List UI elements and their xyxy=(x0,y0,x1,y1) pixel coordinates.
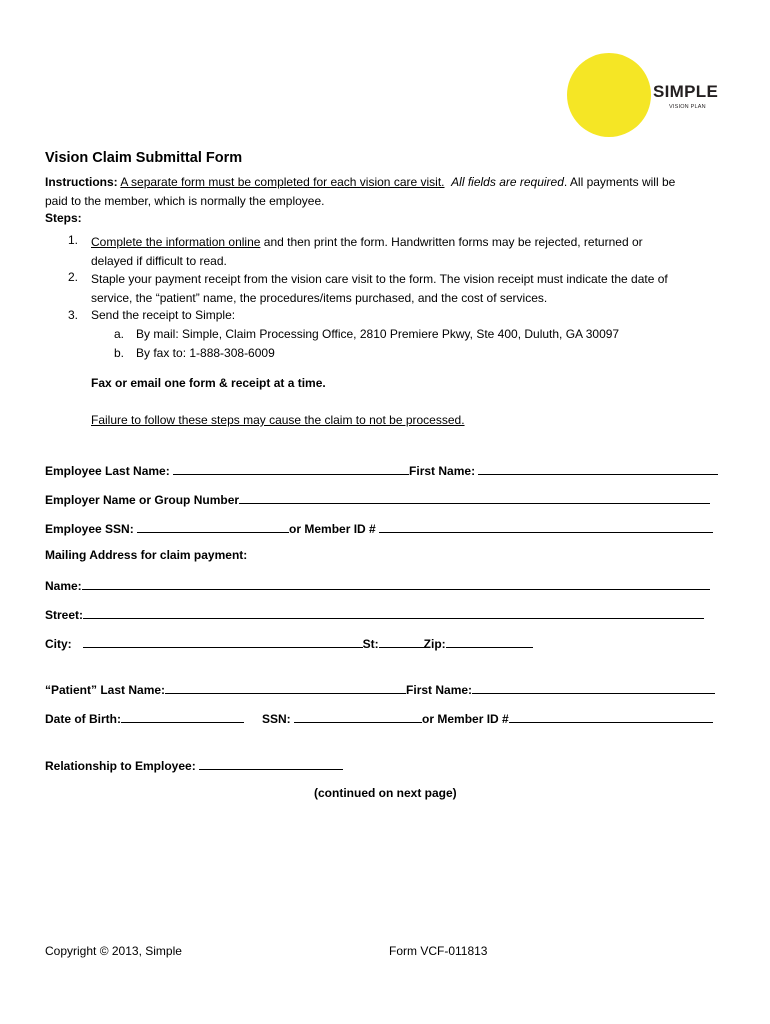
substep-b-letter: b. xyxy=(114,346,125,360)
substep-a-letter: a. xyxy=(114,327,125,341)
instructions xyxy=(45,173,715,210)
step-2 xyxy=(91,270,716,307)
substep-a-text: By mail: Simple, Claim Processing Office, 2810 Premiere Pkwy, Ste 400, Duluth, GA 30097 xyxy=(136,327,620,341)
footer-copyright: Copyright © 2013, Simple xyxy=(45,944,182,958)
first-name-label: First Name: xyxy=(409,464,479,478)
substep-b-text: By fax to: 1-888-308-6009 xyxy=(136,346,275,360)
step-3-number: 3. xyxy=(68,308,79,322)
member-id-2-field[interactable] xyxy=(509,710,713,723)
step-3-line1: Send the receipt to Simple: xyxy=(91,308,236,322)
employer-name-label: Employer Name or Group Number xyxy=(45,493,240,507)
employee-ssn-field[interactable] xyxy=(137,520,289,533)
employee-ssn-label: Employee SSN: xyxy=(45,522,138,536)
mailing-address-label: Mailing Address for claim payment: xyxy=(45,548,248,562)
name-row xyxy=(45,577,710,593)
employee-last-name-label: Employee Last Name: xyxy=(45,464,174,478)
or-member-id-2-label: or Member ID # xyxy=(422,712,509,726)
dob-field[interactable] xyxy=(121,710,244,723)
dob-row xyxy=(45,710,713,726)
dob-label: Date of Birth: xyxy=(45,712,121,726)
first-name-field[interactable] xyxy=(478,462,718,475)
failure-note: Failure to follow these steps may cause the claim to not be processed. xyxy=(91,413,465,427)
logo-circle xyxy=(567,53,651,137)
name-field[interactable] xyxy=(82,577,710,590)
employee-name-row xyxy=(45,462,718,478)
employee-last-name-field[interactable] xyxy=(173,462,409,475)
patient-last-name-field[interactable] xyxy=(165,681,406,694)
street-field[interactable] xyxy=(83,606,704,619)
step-2-line2: service, the “patient” name, the procedures/items purchased, and the cost of services. xyxy=(91,290,548,305)
street-row xyxy=(45,606,704,622)
patient-last-name-label: “Patient” Last Name: xyxy=(45,683,166,697)
relationship-field[interactable] xyxy=(199,757,343,770)
instructions-underlined: A separate form must be completed for each vision care visit. xyxy=(120,175,445,189)
ssn-field[interactable] xyxy=(294,710,422,723)
instructions-label: Instructions: xyxy=(45,175,118,189)
patient-first-name-label: First Name: xyxy=(406,683,473,697)
page-title: Vision Claim Submittal Form xyxy=(45,150,243,166)
city-label: City: xyxy=(45,637,72,651)
ssn-label: SSN: xyxy=(262,712,295,726)
step-1-number: 1. xyxy=(68,233,79,247)
member-id-field[interactable] xyxy=(379,520,713,533)
st-label: St: xyxy=(362,637,379,651)
patient-name-row xyxy=(45,681,715,697)
step-1-line1: and then print the form. Handwritten forms may be rejected, returned or xyxy=(260,235,643,249)
steps-label: Steps: xyxy=(45,211,82,225)
logo-subtitle: VISION PLAN xyxy=(669,104,706,110)
logo-word: SIMPLE xyxy=(653,82,719,101)
st-field[interactable] xyxy=(379,635,424,648)
continued-note: (continued on next page) xyxy=(314,786,457,800)
step-2-line1: Staple your payment receipt from the vision care visit to the form. The vision receipt must indicate the date of xyxy=(91,272,668,286)
name-label: Name: xyxy=(45,579,82,593)
step-1 xyxy=(91,233,711,270)
street-label: Street: xyxy=(45,608,84,622)
footer-form-id: Form VCF-011813 xyxy=(389,944,488,958)
relationship-row xyxy=(45,757,343,773)
city-row xyxy=(45,635,533,651)
fax-note: Fax or email one form & receipt at a time. xyxy=(91,376,326,390)
patient-first-name-field[interactable] xyxy=(472,681,715,694)
simple-logo xyxy=(561,48,733,144)
zip-label: Zip: xyxy=(423,637,446,651)
instructions-italic: All fields are required xyxy=(451,175,564,189)
employer-row xyxy=(45,491,710,507)
step-2-number: 2. xyxy=(68,270,79,284)
or-member-id-label: or Member ID # xyxy=(289,522,380,536)
relationship-label: Relationship to Employee: xyxy=(45,759,200,773)
city-field[interactable] xyxy=(83,635,363,648)
employer-name-field[interactable] xyxy=(239,491,710,504)
step-1-line2: delayed if difficult to read. xyxy=(91,253,227,268)
instructions-line2: paid to the member, which is normally the employee. xyxy=(45,193,325,208)
instructions-rest: . All payments will be xyxy=(563,175,676,189)
zip-field[interactable] xyxy=(446,635,533,648)
ssn-row xyxy=(45,520,713,536)
complete-online-link[interactable]: Complete the information online xyxy=(91,235,261,249)
